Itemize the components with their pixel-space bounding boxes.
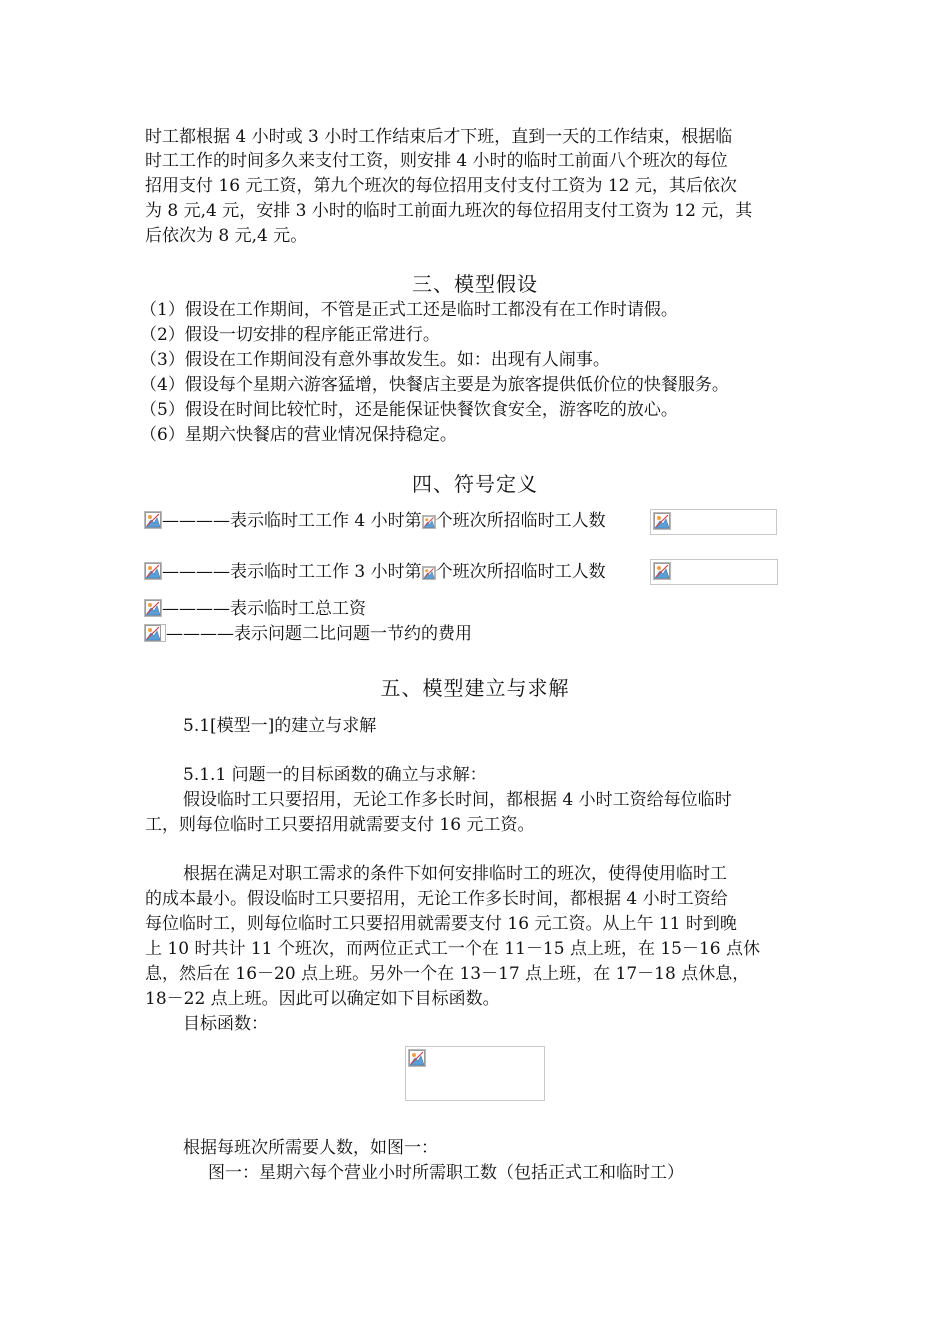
list-item: （4）假设每个星期六游客猛增，快餐店主要是为旅客提供低价位的快餐服务。 bbox=[140, 375, 729, 395]
text-line: 根据每班次所需要人数，如图一： bbox=[183, 1138, 438, 1158]
section-heading-model: 五、模型建立与求解 bbox=[380, 676, 570, 700]
text-line: 上 10 时共计 11 个班次，而两位正式工一个在 11－15 点上班，在 15－16 点休 bbox=[145, 939, 761, 959]
text-line: 每位临时工，则每位临时工只要招用就需要支付 16 元工资。从上午 11 时到晚 bbox=[145, 914, 737, 934]
list-item: （6）星期六快餐店的营业情况保持稳定。 bbox=[140, 425, 457, 445]
definition-text: ————表示临时工工作 4 小时第 bbox=[162, 511, 422, 531]
symbol-definition-4 bbox=[144, 622, 472, 646]
text-line: 工，则每位临时工只要招用就需要支付 16 元工资。 bbox=[145, 815, 535, 835]
list-item: （3）假设在工作期间没有意外事故发生。如：出现有人闹事。 bbox=[140, 350, 610, 370]
formula-image-box bbox=[650, 509, 777, 535]
broken-image-icon bbox=[422, 515, 436, 529]
definition-text: ————表示临时工工作 3 小时第 bbox=[162, 562, 422, 582]
section-heading-assumptions: 三、模型假设 bbox=[412, 272, 538, 296]
definition-text: 个班次所招临时工人数 bbox=[435, 511, 606, 531]
objective-formula-image bbox=[405, 1046, 545, 1101]
list-item: （5）假设在时间比较忙时，还是能保证快餐饮食安全，游客吃的放心。 bbox=[140, 400, 678, 420]
section-heading-symbols: 四、符号定义 bbox=[412, 472, 538, 496]
text-line: 根据在满足对职工需求的条件下如何安排临时工的班次，使得使用临时工 bbox=[183, 864, 727, 884]
symbol-definition-2 bbox=[144, 560, 606, 584]
definition-text: 个班次所招临时工人数 bbox=[435, 562, 606, 582]
broken-image-icon bbox=[144, 599, 162, 617]
broken-image-icon bbox=[653, 562, 671, 580]
definition-text: ————表示问题二比问题一节约的费用 bbox=[166, 624, 472, 644]
text-line: 息，然后在 16－20 点上班。另外一个在 13－17 点上班，在 17－18 点休息， bbox=[145, 964, 750, 984]
symbol-definition-1 bbox=[144, 509, 606, 533]
broken-image-icon bbox=[653, 512, 671, 530]
text-line: 18－22 点上班。因此可以确定如下目标函数。 bbox=[145, 989, 500, 1009]
text-line: 时工都根据 4 小时或 3 小时工作结束后才下班，直到一天的工作结束，根据临 bbox=[145, 127, 733, 147]
symbol-definition-3 bbox=[144, 597, 366, 621]
text-line: 招用支付 16 元工资，第九个班次的每位招用支付支付工资为 12 元，其后依次 bbox=[145, 176, 737, 196]
text-line: 时工工作的时间多久来支付工资，则安排 4 小时的临时工前面八个班次的每位 bbox=[145, 151, 728, 171]
broken-image-icon bbox=[422, 566, 436, 580]
broken-image-icon bbox=[144, 562, 162, 580]
broken-image-icon bbox=[144, 511, 162, 529]
objective-label: 目标函数： bbox=[183, 1014, 268, 1034]
definition-text: ————表示临时工总工资 bbox=[162, 599, 366, 619]
list-item: （2）假设一切安排的程序能正常进行。 bbox=[140, 325, 440, 345]
text-line: 假设临时工只要招用，无论工作多长时间，都根据 4 小时工资给每位临时 bbox=[183, 790, 732, 810]
text-line: 的成本最小。假设临时工只要招用，无论工作多长时间，都根据 4 小时工资给 bbox=[145, 889, 728, 909]
list-item: （1）假设在工作期间，不管是正式工还是临时工都没有在工作时请假。 bbox=[140, 300, 678, 320]
text-line: 后依次为 8 元,4 元。 bbox=[145, 226, 308, 246]
subsection-title: 5.1[模型一]的建立与求解 bbox=[183, 716, 377, 736]
broken-image-icon bbox=[408, 1049, 426, 1067]
subsection-title: 5.1.1 问题一的目标函数的确立与求解： bbox=[183, 765, 487, 785]
formula-image-box bbox=[650, 559, 778, 585]
broken-image-icon bbox=[144, 624, 166, 642]
text-line: 为 8 元,4 元，安排 3 小时的临时工前面九班次的每位招用支付工资为 12 元，其 bbox=[145, 201, 753, 221]
figure-caption: 图一：星期六每个营业小时所需职工数（包括正式工和临时工） bbox=[208, 1163, 684, 1183]
